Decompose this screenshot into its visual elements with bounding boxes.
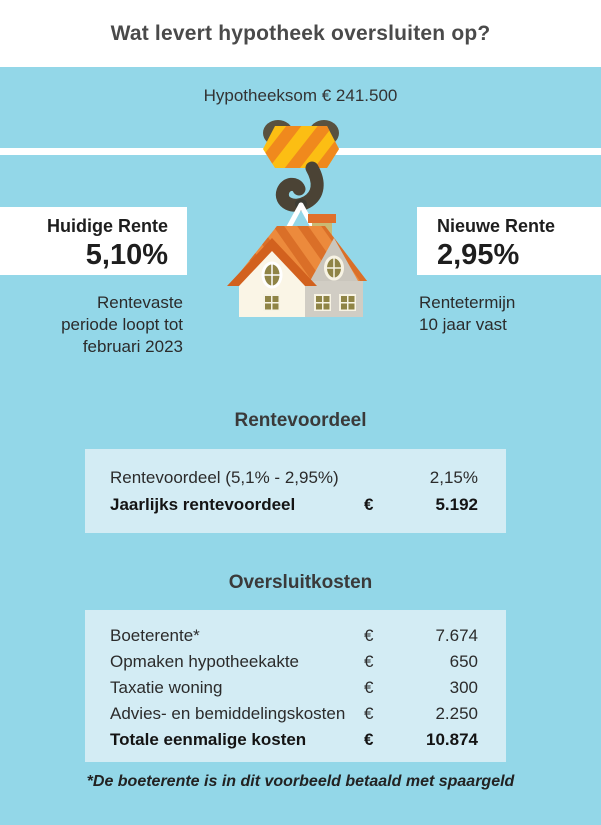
house-icon: [225, 214, 385, 317]
row-value: 7.674: [435, 626, 478, 645]
current-rate-value: 5,10%: [85, 239, 168, 271]
new-rate-card: [417, 207, 601, 275]
row-label: Advies- en bemiddelingskosten: [110, 704, 346, 723]
row-currency: €: [364, 626, 374, 645]
row-currency: €: [364, 678, 374, 697]
row-currency: €: [364, 730, 374, 749]
table-row-total: [85, 491, 506, 518]
current-rate-label: Huidige Rente: [46, 216, 168, 236]
note-line: Rentevaste: [97, 293, 183, 312]
row-label: Rentevoordeel (5,1% - 2,95%): [110, 468, 339, 487]
new-rate-note: [419, 292, 599, 336]
costs-section-heading: Oversluitkosten: [228, 572, 373, 593]
row-label: Opmaken hypotheekakte: [110, 652, 300, 671]
crane-lifting-house-icon: [215, 118, 385, 320]
row-value: 2,15%: [429, 468, 478, 487]
note-line: Rentetermijn: [419, 293, 516, 312]
table-row: [85, 464, 506, 491]
mortgage-sum-text: Hypotheeksom € 241.500: [203, 86, 398, 105]
row-currency: €: [364, 652, 374, 671]
footnote-text: *De boeterente is in dit voorbeeld betaald met spaargeld: [86, 773, 515, 790]
header: [0, 0, 601, 67]
note-line: februari 2023: [82, 337, 183, 356]
page-title: Wat levert hypotheek oversluiten op?: [110, 21, 491, 45]
new-rate-value: 2,95%: [437, 239, 520, 271]
table-row: [85, 623, 506, 649]
benefit-section-heading: Rentevoordeel: [234, 410, 367, 431]
row-value: 650: [449, 652, 478, 671]
row-value: 5.192: [435, 495, 478, 514]
row-label: Totale eenmalige kosten: [110, 730, 307, 749]
note-line: 10 jaar vast: [419, 315, 507, 334]
row-currency: €: [364, 704, 374, 723]
table-row: [85, 649, 506, 675]
benefit-table: [85, 449, 506, 533]
row-label: Jaarlijks rentevoordeel: [110, 495, 296, 514]
table-row: [85, 675, 506, 701]
row-label: Boeterente*: [110, 626, 200, 645]
row-value: 2.250: [435, 704, 478, 723]
row-value: 300: [449, 678, 478, 697]
crane-hook-icon: [255, 118, 357, 209]
note-line: periode loopt tot: [61, 315, 183, 334]
new-rate-label: Nieuwe Rente: [437, 216, 556, 236]
row-label: Taxatie woning: [110, 678, 223, 697]
current-rate-card: [0, 207, 187, 275]
table-row-total: [85, 727, 506, 753]
costs-table: [85, 610, 506, 762]
row-value: 10.874: [426, 730, 478, 749]
table-row: [85, 701, 506, 727]
row-currency: €: [364, 495, 374, 514]
current-rate-note: [0, 292, 183, 358]
